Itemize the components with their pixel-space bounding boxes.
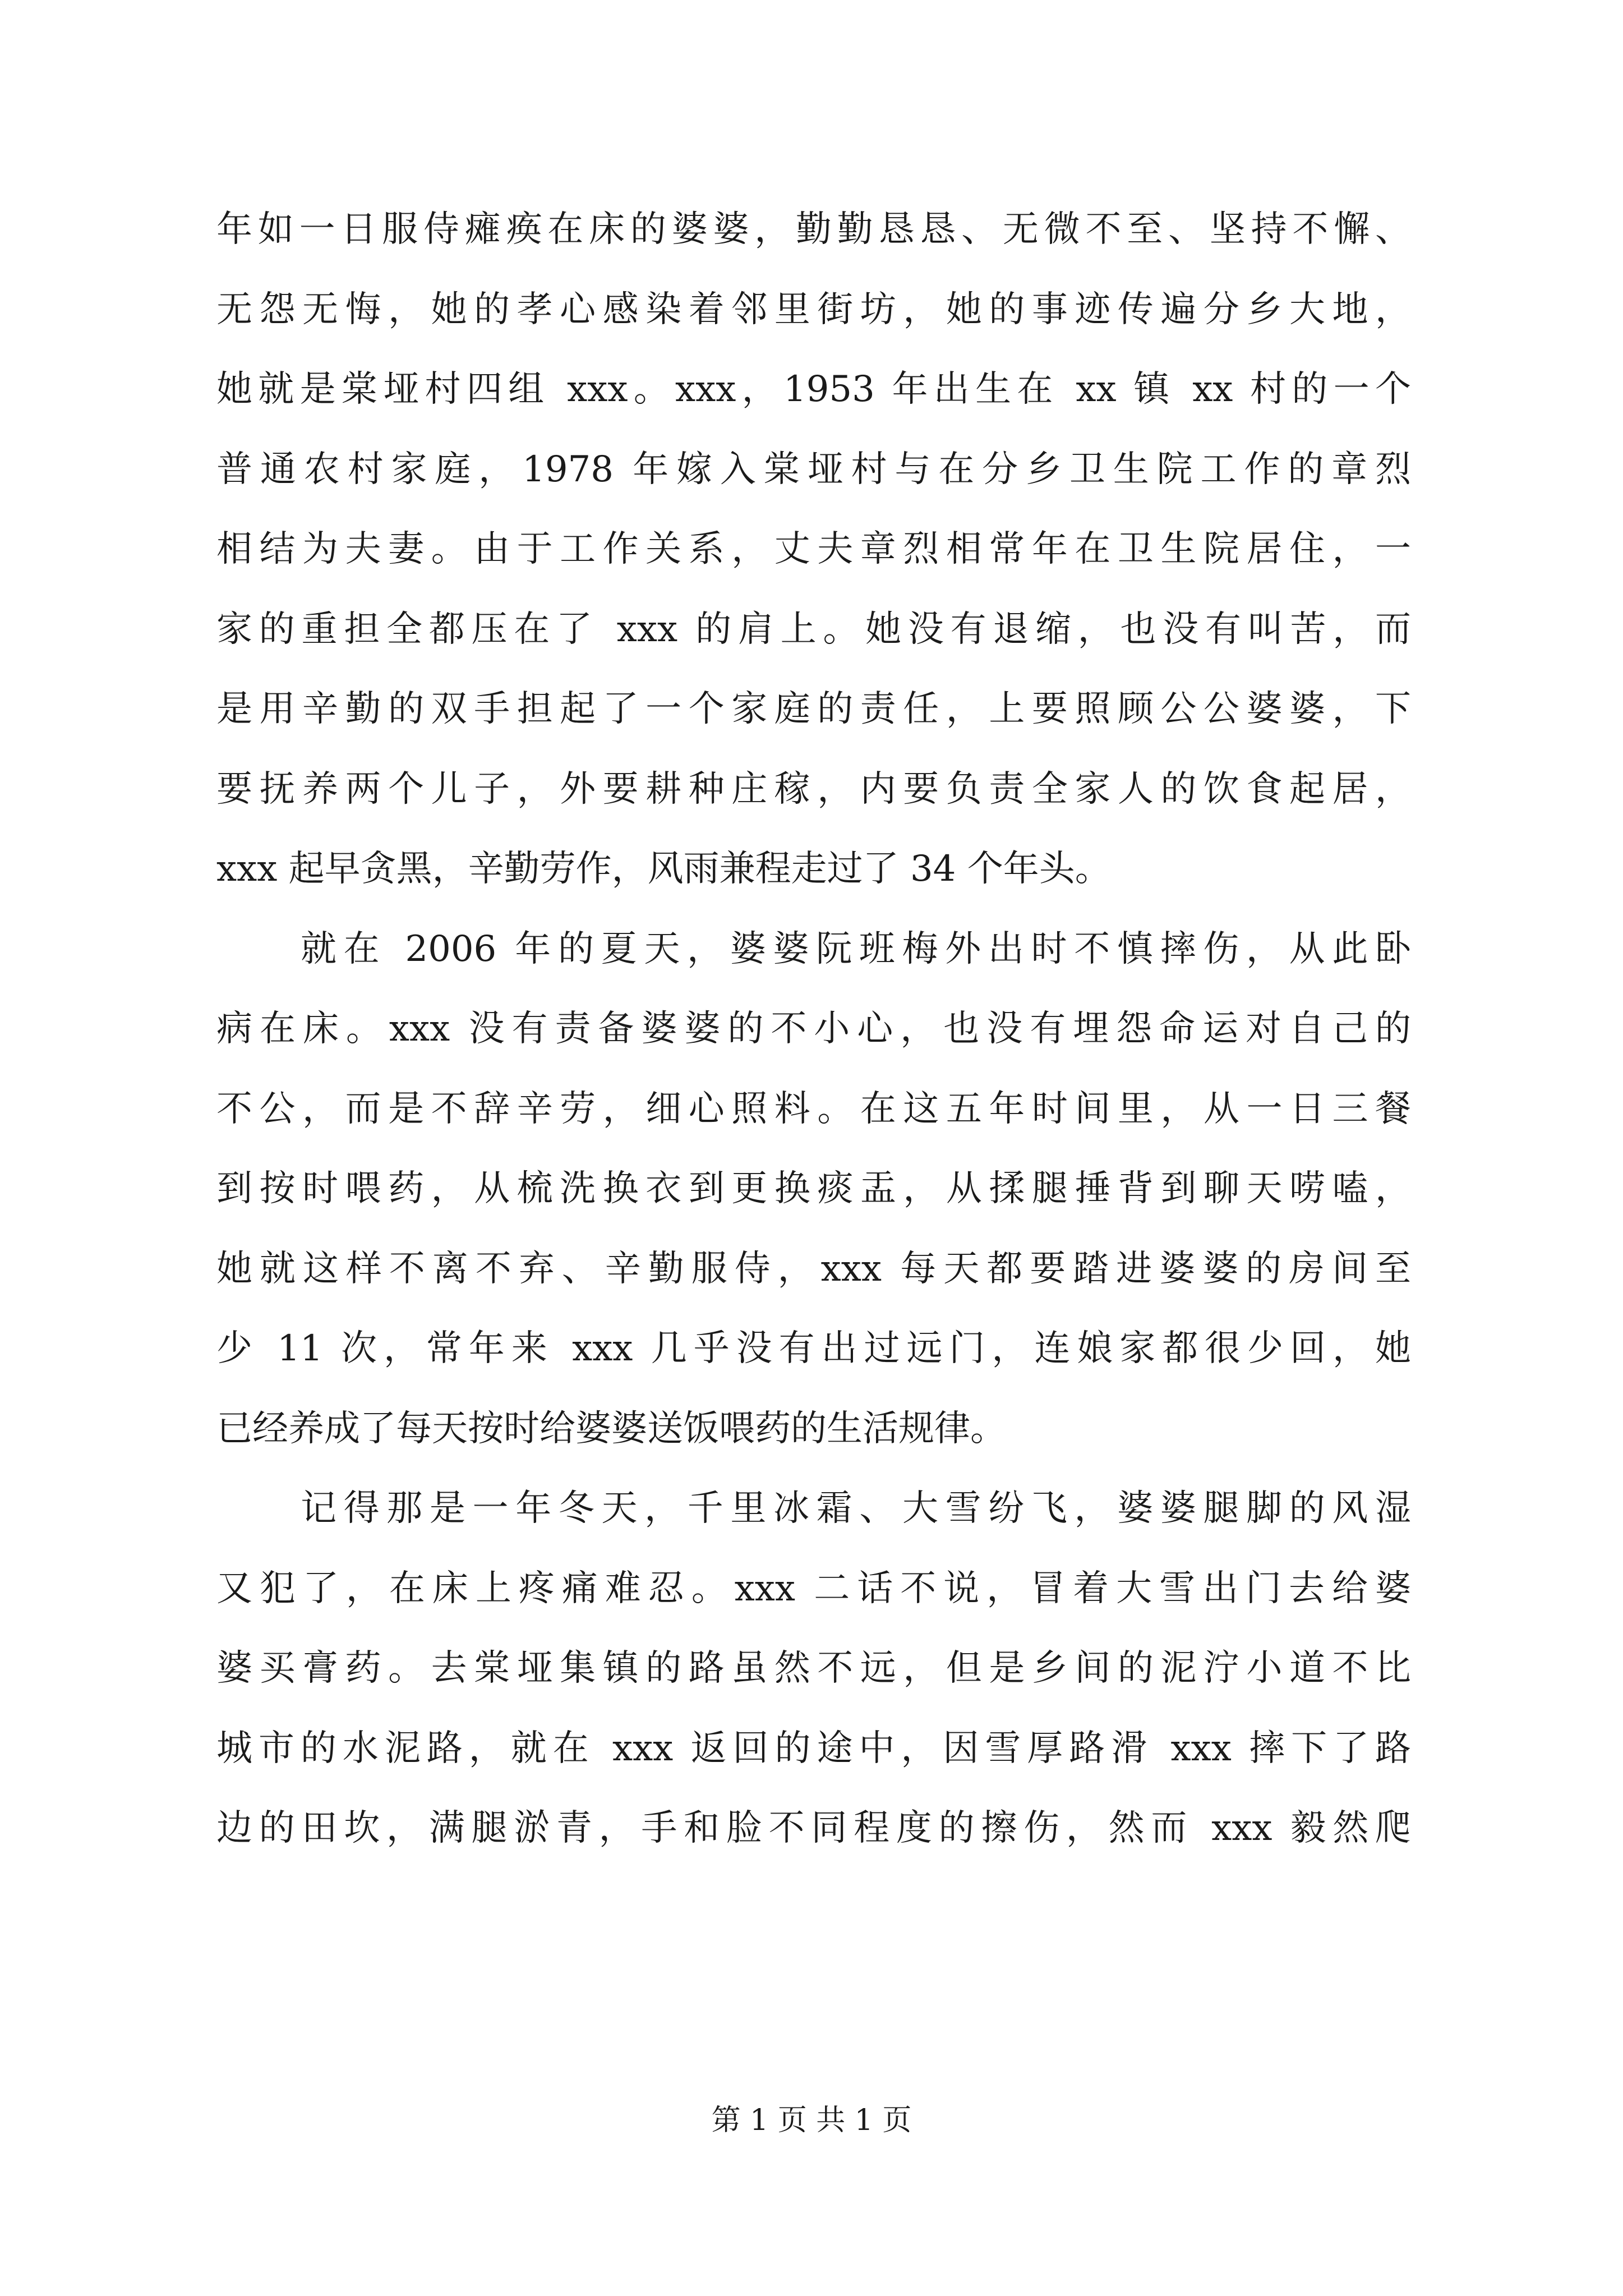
text-line: 记得那是一年冬天，千里冰霜、大雪纷飞，婆婆腿脚的风湿 bbox=[301, 1488, 1411, 1529]
text-line: 婆买膏药。去棠垭集镇的路虽然不远，但是乡间的泥泞小道不比 bbox=[216, 1648, 1411, 1689]
text-line: 就在 2006 年的夏天，婆婆阮班梅外出时不慎摔伤，从此卧 bbox=[301, 928, 1411, 970]
text-line: 边的田坎，满腿淤青，手和脸不同程度的擦伤，然而 xxx 毅然爬 bbox=[216, 1807, 1411, 1849]
text-line: 已经养成了每天按时给婆婆送饭喂药的生活规律。 bbox=[216, 1407, 1006, 1450]
page-footer bbox=[0, 2101, 1623, 2140]
text-line: 她就这样不离不弃、辛勤服侍，xxx 每天都要踏进婆婆的房间至 bbox=[216, 1248, 1411, 1290]
body-text bbox=[216, 190, 1411, 1869]
text-line: 年如一日服侍瘫痪在床的婆婆，勤勤恳恳、无微不至、坚持不懈、 bbox=[216, 209, 1411, 250]
text-line: 城市的水泥路，就在 xxx 返回的途中，因雪厚路滑 xxx 摔下了路 bbox=[216, 1727, 1411, 1769]
text-line: 又犯了，在床上疼痛难忍。xxx 二话不说，冒着大雪出门去给婆 bbox=[216, 1567, 1411, 1609]
text-line: 家的重担全都压在了 xxx 的肩上。她没有退缩，也没有叫苦，而 bbox=[216, 608, 1411, 650]
paragraph-1 bbox=[216, 190, 1411, 909]
text-line: 不公，而是不辞辛劳，细心照料。在这五年时间里，从一日三餐 bbox=[216, 1088, 1411, 1130]
text-line: 相结为夫妻。由于工作关系，丈夫章烈相常年在卫生院居住，一 bbox=[216, 528, 1411, 570]
text-line: 是用辛勤的双手担起了一个家庭的责任，上要照顾公公婆婆，下 bbox=[216, 688, 1411, 730]
text-line: 到按时喂药，从梳洗换衣到更换痰盂，从揉腿捶背到聊天唠嗑， bbox=[216, 1168, 1411, 1209]
paragraph-2 bbox=[216, 909, 1411, 1469]
text-line: 她就是棠垭村四组 xxx。xxx，1953 年出生在 xx 镇 xx 村的一个 bbox=[216, 369, 1411, 410]
paragraph-3 bbox=[216, 1469, 1411, 1869]
text-line: 要抚养两个儿子，外要耕种庄稼，内要负责全家人的饮食起居， bbox=[216, 768, 1411, 810]
text-line: 无怨无悔，她的孝心感染着邻里街坊，她的事迹传遍分乡大地， bbox=[216, 288, 1411, 330]
text-line: 少 11 次，常年来 xxx 几乎没有出过远门，连娘家都很少回，她 bbox=[216, 1328, 1411, 1369]
text-line: xxx 起早贪黑，辛勤劳作，风雨兼程走过了 34 个年头。 bbox=[216, 848, 1111, 890]
text-line: 病在床。xxx 没有责备婆婆的不小心，也没有埋怨命运对自己的 bbox=[216, 1008, 1411, 1050]
text-line: 普通农村家庭，1978 年嫁入棠垭村与在分乡卫生院工作的章烈 bbox=[216, 448, 1411, 490]
page-number-label: 第 1 页 共 1 页 bbox=[711, 2104, 912, 2137]
